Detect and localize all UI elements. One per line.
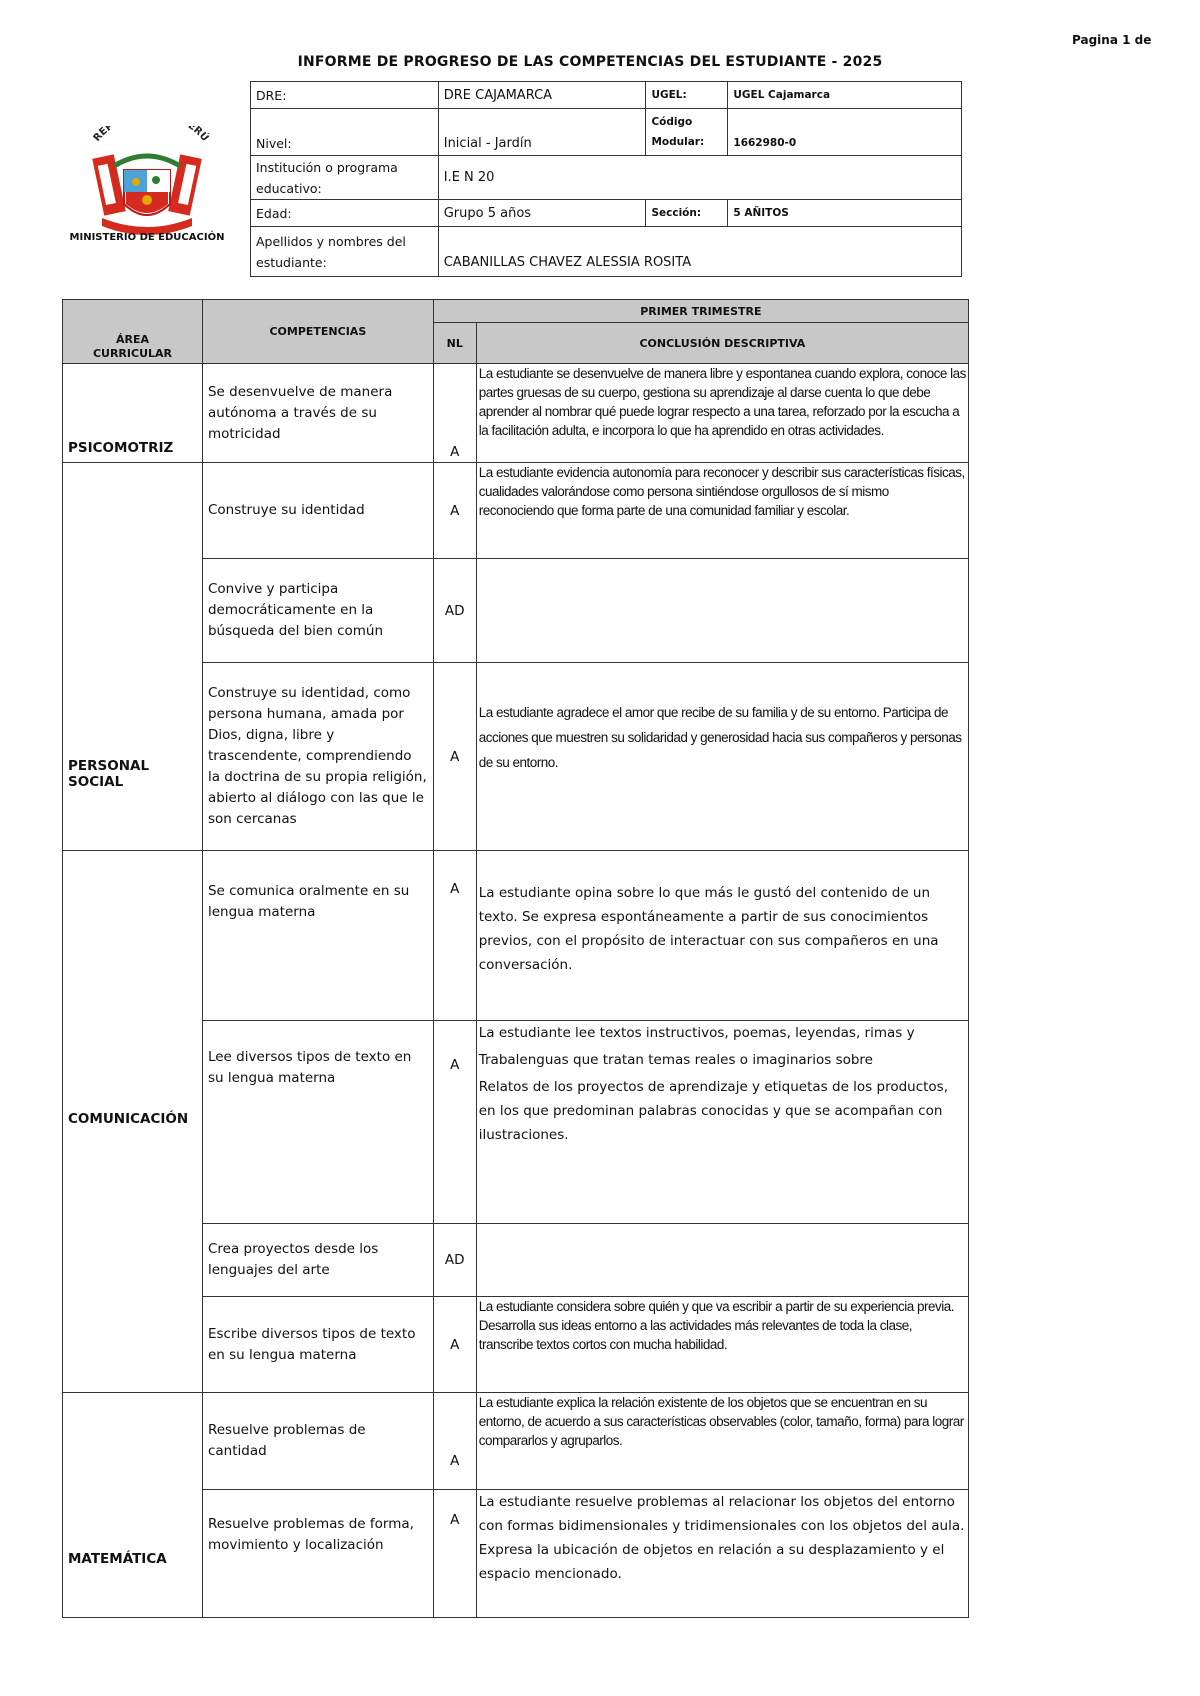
student-info-table (250, 81, 962, 277)
logo-top-text: REP ERÚ (91, 126, 211, 144)
area-personal-social: PERSONAL SOCIAL (63, 463, 203, 851)
competencies-table (62, 299, 969, 1618)
report-title: INFORME DE PROGRESO DE LAS COMPETENCIAS DEL ESTUDIANTE - 2025 (297, 54, 883, 70)
conclusion-line: Relatos de los proyectos de aprendizaje y etiquetas de los productos, en los que predominan palabras conocidas y que se acompañan con ilustraciones. (478, 1079, 949, 1143)
svg-text:REPÚBLICA DEL PERÚ (92, 126, 212, 144)
ugel-value: UGEL Cajamarca (728, 82, 962, 109)
conclusion-cell: La estudiante agradece el amor que recibe de su familia y de su entorno. Participa de acciones que muestren su solidaridad y generosidad hacia sus compañeros y personas de su entorno. (476, 663, 968, 851)
table-row (63, 1393, 969, 1490)
nl-cell: A (433, 1021, 476, 1224)
conclusion-cell (476, 559, 968, 663)
competencia-cell: Resuelve problemas de forma, movimiento y localización (202, 1490, 433, 1618)
area-psicomotriz: PSICOMOTRIZ (63, 364, 203, 463)
conclusion-cell: La estudiante se desenvuelve de manera libre y espontanea cuando explora, conoce las partes gruesas de su cuerpo, gestiona su aprendizaje al darse cuenta lo que debe aprender al nombrar qué puede lograr respecto a una tarea, reforzado por la escucha a la facilitación adulta, e incorpora lo que ha aprendido en otras actividades. (476, 364, 968, 463)
nivel-label: Nivel: (251, 109, 439, 156)
nl-cell: A (433, 364, 476, 463)
page-number: Pagina 1 de (1072, 33, 1152, 47)
header-area (63, 300, 203, 364)
nl-cell: A (433, 1393, 476, 1490)
conclusion-cell (476, 1021, 968, 1224)
header-conclusion: CONCLUSIÓN DESCRIPTIVA (476, 323, 968, 364)
institucion-label-line-2: educativo: (256, 180, 322, 196)
seccion-value: 5 AÑITOS (728, 200, 962, 227)
competencia-cell: Construye su identidad (202, 463, 433, 559)
dre-label: DRE: (251, 82, 439, 109)
nombre-label-line-2: estudiante: (256, 254, 327, 270)
dre-value: DRE CAJAMARCA (438, 82, 646, 109)
codigo-label-line-2: Modular: (651, 136, 705, 148)
competencia-cell: Resuelve problemas de cantidad (202, 1393, 433, 1490)
edad-value: Grupo 5 años (438, 200, 646, 227)
codigo-label (646, 109, 728, 156)
header-area-line-2: CURRICULAR (92, 347, 172, 360)
competencia-cell: Se desenvuelve de manera autónoma a través de su motricidad (202, 364, 433, 463)
area-matematica: MATEMÁTICA (63, 1393, 203, 1618)
codigo-label-line-1: Código (651, 116, 693, 128)
header-area-line-1: ÁREA (115, 333, 149, 346)
nl-cell: A (433, 1297, 476, 1393)
institucion-value: I.E N 20 (438, 156, 961, 200)
header-trimestre: PRIMER TRIMESTRE (433, 300, 968, 323)
nombre-label-line-1: Apellidos y nombres del (256, 233, 406, 249)
nl-cell: A (433, 1490, 476, 1618)
competencia-cell: Crea proyectos desde los lenguajes del arte (202, 1224, 433, 1297)
table-row (63, 463, 969, 559)
header-competencias: COMPETENCIAS (202, 300, 433, 364)
competencia-cell: Convive y participa democráticamente en la búsqueda del bien común (202, 559, 433, 663)
codigo-value: 1662980-0 (728, 109, 962, 156)
conclusion-cell: La estudiante opina sobre lo que más le gustó del contenido de un texto. Se expresa espontáneamente a partir de sus conocimientos previos, con el propósito de interactuar con sus compañeros en una conversación. (476, 851, 968, 1021)
institucion-label-line-1: Institución o programa (256, 159, 398, 175)
seccion-label: Sección: (646, 200, 728, 227)
conclusion-cell: La estudiante evidencia autonomía para reconocer y describir sus características físicas, cualidades valorándose como persona sintiéndose orgullosos de sí mismo reconociendo que forma parte de una comunidad familiar y escolar. (476, 463, 968, 559)
nivel-value: Inicial - Jardín (438, 109, 646, 156)
competencia-cell: Escribe diversos tipos de texto en su lengua materna (202, 1297, 433, 1393)
table-row (63, 851, 969, 1021)
area-comunicacion: COMUNICACIÓN (63, 851, 203, 1393)
nombre-label (251, 227, 439, 277)
header-nl: NL (433, 323, 476, 364)
peru-coat-of-arms-icon (62, 126, 232, 276)
competencia-cell: Se comunica oralmente en su lengua materna (202, 851, 433, 1021)
competencia-cell: Lee diversos tipos de texto en su lengua materna (202, 1021, 433, 1224)
logo-bottom-text: MINISTERIO DE EDUCACIÓN (69, 232, 225, 243)
nl-cell: AD (433, 559, 476, 663)
conclusion-line: Trabalenguas que tratan temas reales o imaginarios sobre (478, 1052, 873, 1068)
nombre-value: CABANILLAS CHAVEZ ALESSIA ROSITA (438, 227, 961, 277)
competencia-cell: Construye su identidad, como persona humana, amada por Dios, digna, libre y trascendente, comprendiendo la doctrina de su propia religión, abierto al diálogo con las que le son cercanas (202, 663, 433, 851)
ugel-label: UGEL: (646, 82, 728, 109)
nl-cell: A (433, 663, 476, 851)
table-row (63, 364, 969, 463)
ministry-logo (62, 126, 232, 276)
conclusion-cell (476, 1224, 968, 1297)
conclusion-cell: La estudiante considera sobre quién y que va escribir a partir de su experiencia previa. Desarrolla sus ideas entorno a las actividades más relevantes de toda la clase, transcribe textos cortos con mucha habilidad. (476, 1297, 968, 1393)
nl-cell: A (433, 851, 476, 1021)
nl-cell: AD (433, 1224, 476, 1297)
nl-cell: A (433, 463, 476, 559)
conclusion-cell: La estudiante explica la relación existente de los objetos que se encuentran en su entorno, de acuerdo a sus características observables (color, tamaño, forma) para lograr compararlos y agruparlos. (476, 1393, 968, 1490)
edad-label: Edad: (251, 200, 439, 227)
conclusion-cell: La estudiante resuelve problemas al relacionar los objetos del entorno con formas bidimensionales y tridimensionales con los objetos del aula. Expresa la ubicación de objetos en relación a su desplazamiento y el espacio mencionado. (476, 1490, 968, 1618)
institucion-label (251, 156, 439, 200)
conclusion-line: La estudiante lee textos instructivos, poemas, leyendas, rimas y (478, 1025, 915, 1041)
